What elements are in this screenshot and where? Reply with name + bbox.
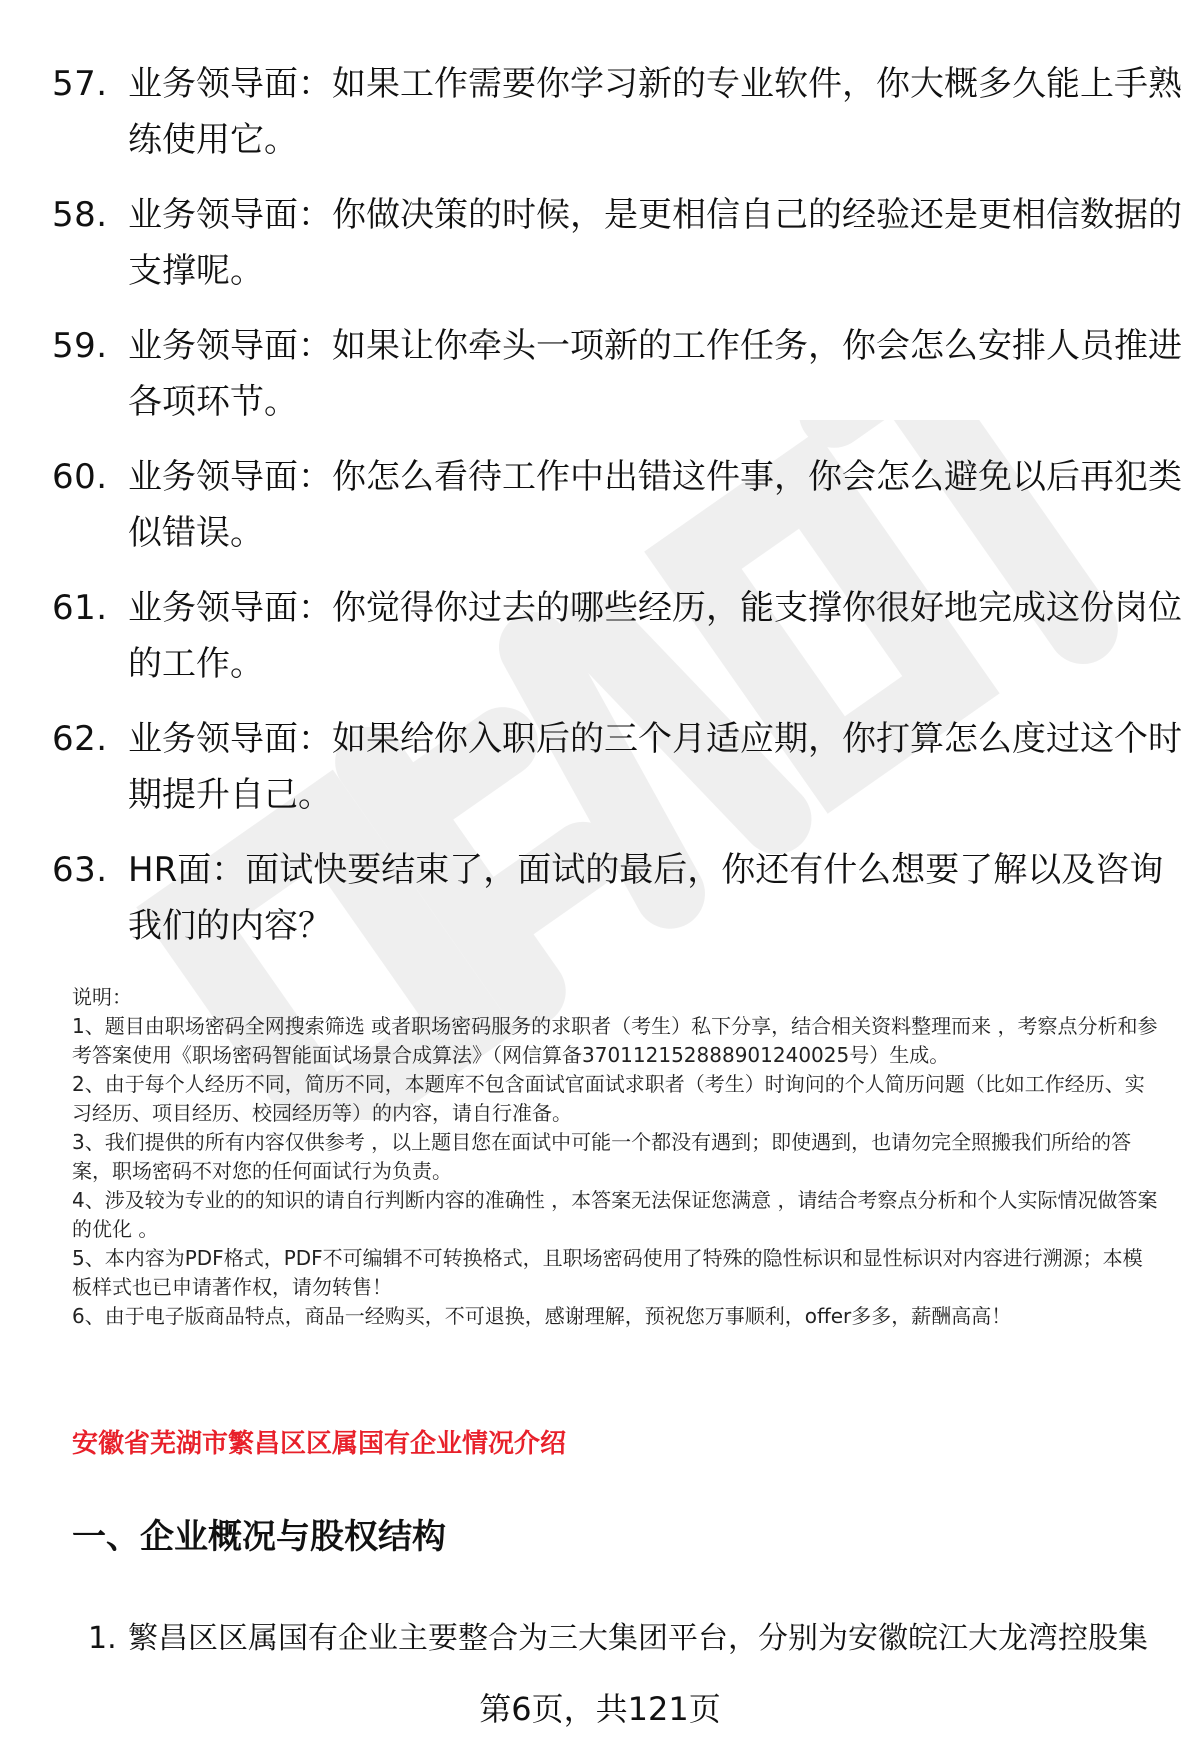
note-item: 6、由于电子版商品特点，商品一经购买，不可退换，感谢理解，预祝您万事顺利，offer多多，薪酬高高！ (72, 1304, 1012, 1328)
question-item (52, 56, 1182, 187)
question-number: 59. (52, 326, 108, 366)
question-text: 业务领导面：你觉得你过去的哪些经历，能支撑你很好地完成这份岗位的工作。 (128, 588, 1182, 684)
page-number: 第6页，共121页 (479, 1690, 721, 1728)
question-text: 业务领导面：如果给你入职后的三个月适应期，你打算怎么度过这个时期提升自己。 (128, 719, 1182, 815)
company-title: 安徽省芜湖市繁昌区区属国有企业情况介绍 (72, 1429, 567, 1459)
note-item: 3、我们提供的所有内容仅供参考 ，以上题目您在面试中可能一个都没有遇到；即使遇到，也请勿完全照搬我们所给的答案，职场密码不对您的任何面试行为负责。 (72, 1130, 1132, 1183)
list-item-text: 繁昌区区属国有企业主要整合为三大集团平台，分别为安徽皖江大龙湾控股集 (128, 1621, 1148, 1656)
question-number: 62. (52, 719, 108, 759)
question-number: 61. (52, 588, 108, 628)
question-item (52, 318, 1182, 449)
note-item: 4、涉及较为专业的的知识的请自行判断内容的准确性 ，本答案无法保证您满意 ，请结合考察点分析和个人实际情况做答案的优化 。 (72, 1188, 1158, 1241)
question-text: 业务领导面：如果让你牵头一项新的工作任务，你会怎么安排人员推进各项环节。 (128, 326, 1182, 422)
section-heading: 一、企业概况与股权结构 (72, 1517, 446, 1557)
list-item-number: 1. (88, 1621, 117, 1656)
question-text: 业务领导面：你怎么看待工作中出错这件事，你会怎么避免以后再犯类似错误。 (128, 457, 1182, 553)
question-item (52, 580, 1182, 711)
note-item: 5、本内容为PDF格式，PDF不可编辑不可转换格式，且职场密码使用了特殊的隐性标识和显性标识对内容进行溯源；本模板样式也已申请著作权，请勿转售！ (72, 1246, 1143, 1299)
question-item (52, 711, 1182, 842)
question-text: HR面：面试快要结束了，面试的最后，你还有什么想要了解以及咨询我们的内容？ (128, 850, 1164, 946)
notes-block (72, 983, 1162, 1331)
note-item: 1、题目由职场密码全网搜索筛选 或者职场密码服务的求职者（考生）私下分享，结合相关资料整理而来 ，考察点分析和参考答案使用《职场密码智能面试场景合成算法》（网信算备370112152888901240025号）生成。 (72, 1014, 1158, 1067)
question-number: 57. (52, 64, 108, 104)
notes-heading: 说明： (72, 985, 132, 1009)
question-text: 业务领导面：如果工作需要你学习新的专业软件，你大概多久能上手熟练使用它。 (128, 64, 1182, 160)
question-item (52, 187, 1182, 318)
question-number: 63. (52, 850, 108, 890)
question-number: 58. (52, 195, 108, 235)
question-item (52, 842, 1162, 973)
question-text: 业务领导面：你做决策的时候，是更相信自己的经验还是更相信数据的支撑呢。 (128, 195, 1182, 291)
question-item (52, 449, 1182, 580)
question-number: 60. (52, 457, 108, 497)
note-item: 2、由于每个人经历不同，简历不同，本题库不包含面试官面试求职者（考生）时询问的个人简历问题（比如工作经历、实习经历、项目经历、校园经历等）的内容，请自行准备。 (72, 1072, 1145, 1125)
question-list (52, 56, 1182, 973)
